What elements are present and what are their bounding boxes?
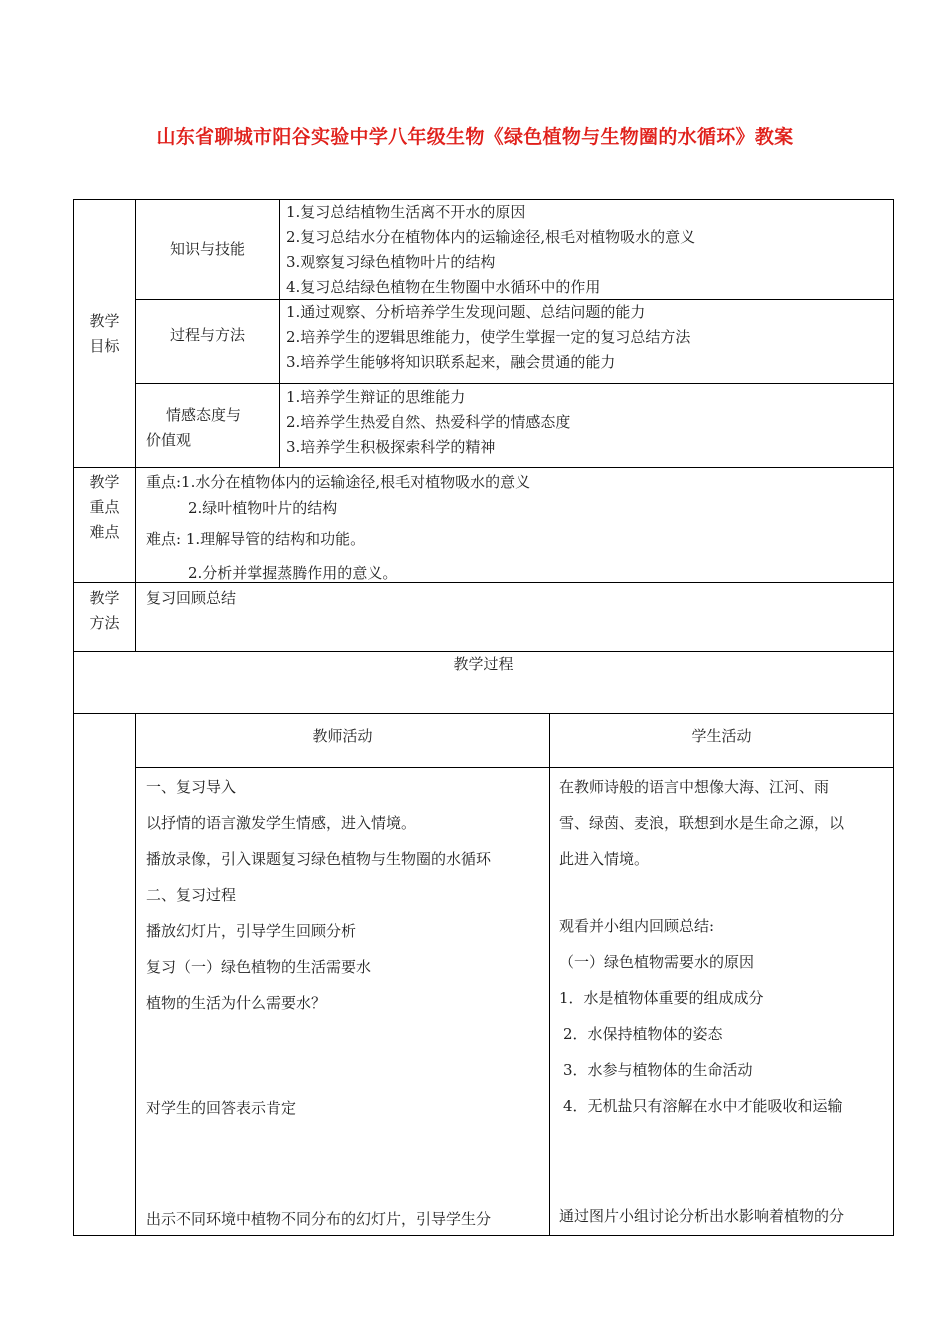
emotion-values-label bbox=[146, 403, 241, 453]
label-line: 重点 bbox=[89, 498, 120, 516]
table-rule bbox=[135, 383, 894, 384]
list-item: 在教师诗般的语言中想像大海、江河、雨 bbox=[559, 778, 830, 796]
list-item: 复习（一）绿色植物的生活需要水 bbox=[146, 958, 372, 976]
difficulty-line: 2.分析并掌握蒸腾作用的意义。 bbox=[188, 564, 398, 582]
list-item: 对学生的回答表示肯定 bbox=[146, 1099, 297, 1117]
list-item: 植物的生活为什么需要水？ bbox=[146, 994, 327, 1012]
table-rule bbox=[893, 199, 894, 1236]
list-item: 以抒情的语言激发学生情感，进入情境。 bbox=[146, 814, 417, 832]
document-title: 山东省聊城市阳谷实验中学八年级生物《绿色植物与生物圈的水循环》教案 bbox=[156, 126, 794, 148]
list-item: 2.培养学生的逻辑思维能力，使学生掌握一定的复习总结方法 bbox=[286, 328, 691, 346]
label-line: 难点 bbox=[89, 523, 120, 541]
process-method-label: 过程与方法 bbox=[169, 326, 245, 344]
label-line: 教学 bbox=[89, 473, 120, 491]
student-review-list bbox=[559, 908, 843, 1124]
list-item: 播放幻灯片，引导学生回顾分析 bbox=[146, 922, 357, 940]
list-item: 1．水是植物体重要的组成成分 bbox=[559, 989, 764, 1007]
list-item: 3.培养学生能够将知识联系起来，融会贯通的能力 bbox=[286, 353, 616, 371]
table-rule bbox=[549, 713, 550, 1236]
label-line: 教学 bbox=[89, 312, 120, 330]
emotion-values-items bbox=[286, 385, 570, 460]
list-item: 3.培养学生积极探索科学的精神 bbox=[286, 438, 496, 456]
table-rule bbox=[135, 713, 136, 1236]
list-item: 二、复习过程 bbox=[146, 886, 237, 904]
list-item: 1.培养学生辩证的思维能力 bbox=[286, 388, 466, 406]
table-rule bbox=[73, 467, 894, 468]
process-method-items bbox=[286, 300, 690, 375]
knowledge-skill-items bbox=[286, 200, 695, 300]
table-rule bbox=[135, 767, 894, 768]
method-text: 复习回顾总结 bbox=[146, 589, 237, 607]
list-item: 1.复习总结植物生活离不开水的原因 bbox=[286, 203, 526, 221]
list-item: （一）绿色植物需要水的原因 bbox=[559, 953, 755, 971]
table-rule bbox=[73, 1235, 894, 1236]
list-item: 4.复习总结绿色植物在生物圈中水循环中的作用 bbox=[286, 278, 601, 296]
list-item: 2.复习总结水分在植物体内的运输途径,根毛对植物吸水的意义 bbox=[286, 228, 696, 246]
list-item: 3.观察复习绿色植物叶片的结构 bbox=[286, 253, 496, 271]
label-line: 方法 bbox=[89, 614, 120, 632]
key-point-line: 重点:1.水分在植物体内的运输途径,根毛对植物吸水的意义 bbox=[146, 473, 531, 491]
list-item: 雪、绿茵、麦浪，联想到水是生命之源，以 bbox=[559, 814, 845, 832]
list-item: 观看并小组内回顾总结: bbox=[559, 917, 715, 935]
difficulty-line: 难点: 1.理解导管的结构和功能。 bbox=[146, 530, 366, 548]
list-item: 播放录像，引入课题复习绿色植物与生物圈的水循环 bbox=[146, 850, 492, 868]
student-activity-list bbox=[559, 769, 844, 877]
goals-label bbox=[74, 309, 135, 359]
list-item: 一、复习导入 bbox=[146, 778, 237, 796]
list-item: 1.通过观察、分析培养学生发现问题、总结问题的能力 bbox=[286, 303, 646, 321]
list-item: 出示不同环境中植物不同分布的幻灯片，引导学生分 bbox=[146, 1210, 492, 1228]
method-label bbox=[74, 586, 135, 636]
list-item: 2．水保持植物体的姿态 bbox=[563, 1025, 723, 1043]
knowledge-skill-label: 知识与技能 bbox=[169, 240, 245, 258]
label-line: 目标 bbox=[89, 337, 120, 355]
label-line: 情感态度与 bbox=[166, 406, 242, 424]
list-item: 3．水参与植物体的生命活动 bbox=[563, 1061, 753, 1079]
list-item: 4．无机盐只有溶解在水中才能吸收和运输 bbox=[563, 1097, 843, 1115]
label-line: 价值观 bbox=[146, 431, 192, 449]
key-points-label bbox=[74, 470, 135, 545]
process-heading: 教学过程 bbox=[453, 655, 514, 673]
list-item: 此进入情境。 bbox=[559, 850, 650, 868]
table-rule bbox=[135, 199, 136, 651]
list-item: 通过图片小组讨论分析出水影响着植物的分 bbox=[559, 1207, 845, 1225]
teacher-activity-header: 教师活动 bbox=[312, 727, 373, 745]
teacher-activity-list bbox=[146, 769, 491, 1021]
label-line: 教学 bbox=[89, 589, 120, 607]
table-rule bbox=[73, 713, 894, 714]
key-point-line: 2.绿叶植物叶片的结构 bbox=[188, 499, 338, 517]
student-activity-header: 学生活动 bbox=[691, 727, 752, 745]
table-rule bbox=[279, 199, 280, 468]
list-item: 2.培养学生热爱自然、热爱科学的情感态度 bbox=[286, 413, 571, 431]
